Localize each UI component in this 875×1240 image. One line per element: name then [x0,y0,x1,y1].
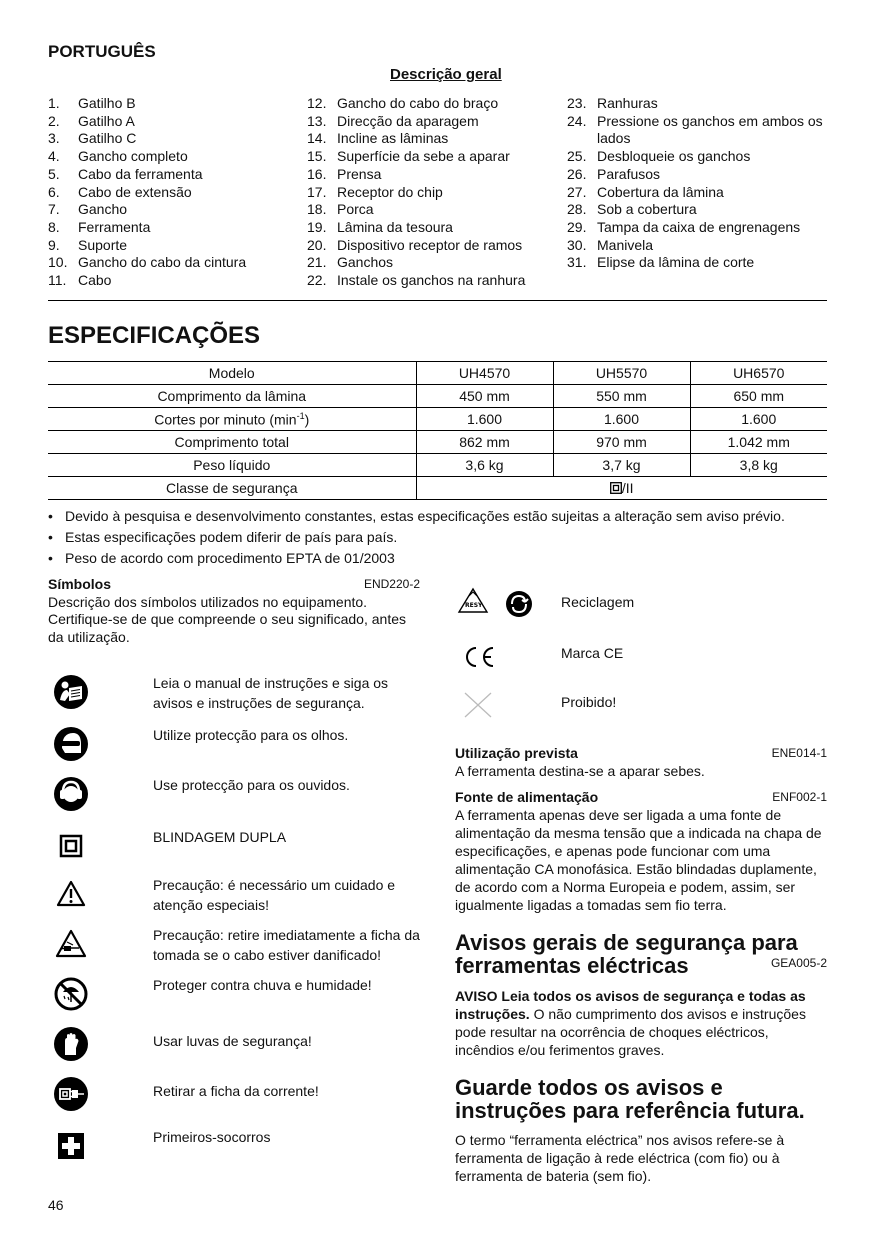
bullet: • [48,550,53,566]
spec-cell-text: 970 mm [596,434,647,450]
specs-table [48,361,827,500]
part-label: Ranhuras [597,95,658,111]
spec-label: Classe de segurança [48,477,416,500]
part-number: 23. [567,95,587,111]
spec-value [416,454,553,477]
part-label: Porca [337,201,374,218]
power-code: ENF002-1 [772,790,827,804]
part-item [307,148,562,166]
spec-row [48,385,827,408]
symbol-text-prohibited: Proibido! [561,694,617,710]
spec-value [553,408,690,431]
symbol-text-unplug: Retirar a ficha da corrente! [153,1083,319,1099]
spec-cell-text: 3,8 kg [739,457,778,473]
part-label: Cabo de extensão [78,183,192,200]
part-number: 24. [567,112,587,129]
spec-cell-text: 3,7 kg [602,457,641,473]
general-warnings-body [455,987,827,1059]
spec-cell-text: 1.600 [603,411,640,427]
symbol-text-ce: Marca CE [561,645,624,661]
part-label: Direcção da aparagem [337,112,479,129]
part-label: Elipse da lâmina de corte [597,254,755,271]
part-item [567,113,829,148]
spec-row [48,408,827,431]
part-number: 21. [307,254,327,271]
spec-value [690,454,827,477]
section-divider [48,300,827,301]
part-number: 1. [48,95,60,111]
bullet: • [48,508,53,524]
power-text: A ferramenta apenas deve ser ligada a uma fonte de alimentação da mesma tensão que a indicada na chapa de especificações, e apenas pode funcionar com uma alimentação CA monofásica. Estão blindadas duplamente, de acordo com a Norma Europeia e podem, assim, ser igualmente ligadas a tomadas sem fio terra. [455,807,822,913]
part-item [307,113,562,131]
spec-value [416,477,827,500]
keep-instructions-title: Guarde todos os avisos e instruções para referência futura. [455,1075,805,1123]
part-label: Cobertura da lâmina [597,183,724,200]
part-item [48,148,298,166]
symbol-text-eye-protection: Utilize protecção para os olhos. [153,727,349,743]
part-item [48,166,298,184]
spec-cell-text: 1.042 mm [727,434,790,450]
symbols-header [48,576,420,646]
resy-label: RESY [465,602,483,609]
part-item [48,219,298,237]
symbol-text-ear-protection: Use protecção para os ouvidos. [153,777,350,793]
spec-label [48,431,416,454]
spec-value [553,385,690,408]
part-number: 17. [307,183,327,200]
spec-cell-text: 650 mm [733,388,785,404]
part-item [307,201,562,219]
spec-note [48,548,785,569]
bullet: • [48,529,53,545]
part-number: 20. [307,236,327,253]
part-item [567,184,829,202]
intended-use-code: ENE014-1 [771,746,827,760]
spec-value [416,431,553,454]
spec-note-text: Estas especificações podem diferir de país para país. [65,529,398,545]
part-label: Pressione os ganchos em ambos os lados [597,112,823,147]
part-number: 6. [48,183,60,200]
part-label: Tampa da caixa de engrenagens [597,218,801,235]
part-label: Manivela [597,236,654,253]
intended-use-section [455,744,827,780]
parts-list-col3 [567,95,829,272]
symbol-text-read-manual: Leia o manual de instruções e siga os avisos e instruções de segurança. [153,675,389,711]
keep-instructions-text: O termo “ferramenta eléctrica” nos avisos refere-se à ferramenta de ligação à rede eléctrica (com fio) ou à ferramenta de bateria (sem fio). [455,1132,785,1184]
part-number: 29. [567,218,587,235]
spec-row [48,362,827,385]
spec-cell-text: UH5570 [595,365,648,381]
spec-label [48,408,416,431]
part-number: 22. [307,272,327,289]
spec-value [553,362,690,385]
spec-row [48,431,827,454]
symbol-text-recycling: Reciclagem [561,594,635,610]
spec-value [553,454,690,477]
part-item [307,184,562,202]
gloves-icon [53,1026,89,1062]
part-label: Cabo da ferramenta [78,165,203,182]
spec-cell-text: 450 mm [459,388,510,404]
spec-note-text: Devido à pesquisa e desenvolvimento constantes, estas especificações estão sujeitas a alteração sem aviso prévio. [65,508,785,524]
part-label: Instale os ganchos na ranhura [337,272,526,289]
spec-value [416,362,553,385]
part-label: Ferramenta [78,218,151,235]
spec-value [553,431,690,454]
part-number: 8. [48,218,60,235]
spec-value [690,385,827,408]
intended-use-title: Utilização prevista [455,745,578,761]
part-label: Cabo [78,272,112,289]
power-title: Fonte de alimentação [455,789,599,805]
part-item [567,95,829,113]
part-label: Incline as lâminas [337,130,449,147]
symbol-text-gloves: Usar luvas de segurança! [153,1033,312,1049]
spec-note [48,506,785,527]
part-item [48,254,298,272]
part-number: 15. [307,148,327,165]
part-number: 13. [307,112,327,129]
spec-cell-text: 1.600 [741,411,777,427]
part-label: Dispositivo receptor de ramos [337,236,523,253]
cuts-exponent: -1 [296,410,305,421]
part-item [307,272,562,290]
parts-list-col1 [48,95,298,290]
first-aid-icon [53,1128,89,1164]
intended-use-text: A ferramenta destina-se a aparar sebes. [455,763,705,779]
part-label: Gancho do cabo da cintura [78,254,247,271]
double-insulation-icon [610,482,622,494]
part-item [567,148,829,166]
part-item [567,201,829,219]
specs-notes [48,506,785,569]
spec-cell-text: Cortes por minuto (min [154,411,297,428]
part-number: 28. [567,201,587,218]
part-number: 4. [48,148,60,165]
specs-title: ESPECIFICAÇÕES [48,322,261,349]
part-number: 11. [48,272,67,289]
eye-protection-icon [53,726,89,762]
spec-label [48,454,416,477]
symbols-title: Símbolos [48,576,112,592]
symbol-text-rain: Proteger contra chuva e humidade! [153,977,372,993]
spec-row [48,454,827,477]
part-item [48,184,298,202]
part-number: 31. [567,254,587,271]
part-item [48,113,298,131]
read-manual-icon [53,674,89,710]
part-label: Gancho completo [78,148,188,165]
spec-label [48,362,416,385]
power-section [455,788,827,914]
damaged-cord-warning-icon [53,926,89,962]
spec-cell-text: Comprimento total [174,434,289,450]
part-number: 9. [48,236,60,253]
spec-cell-text: Peso líquido [193,457,271,473]
part-item [567,254,829,272]
spec-label [48,385,416,408]
part-number: 30. [567,236,587,253]
spec-value [690,408,827,431]
part-item [307,237,562,255]
part-number: 27. [567,183,587,200]
part-number: 7. [48,201,60,218]
part-label: Parafusos [597,165,661,182]
part-item [567,219,829,237]
part-item [307,95,562,113]
part-number: 5. [48,165,60,182]
part-item [48,201,298,219]
part-label: Superfície da sebe a aparar [337,148,510,165]
general-warnings-title: Avisos gerais de segurança para ferramentas eléctricas [455,930,798,978]
part-item [48,272,298,290]
part-label: Gancho do cabo do braço [337,95,499,111]
part-number: 14. [307,130,327,147]
part-label: Gatilho B [78,95,136,111]
spec-value [690,431,827,454]
symbol-text-unplug-damaged: Precaução: retire imediatamente a ficha da tomada se o cabo estiver danificado! [153,927,420,963]
parts-list-col2 [307,95,562,290]
spec-cell-text: Comprimento da lâmina [157,388,307,404]
part-label: Sob a cobertura [597,201,697,218]
part-number: 25. [567,148,587,165]
general-warnings-heading [455,931,827,977]
recycling-icon [455,584,539,622]
symbols-intro: Descrição dos símbolos utilizados no equipamento. Certifique-se de que compreende o seu significado, antes da utilização. [48,593,406,645]
part-label: Suporte [78,236,128,253]
spec-value [690,362,827,385]
symbols-code: END220-2 [363,577,420,591]
part-item [307,166,562,184]
part-item [48,237,298,255]
general-warnings-text: O não cumprimento dos avisos e instruções pode resultar na ocorrência de choques eléctricos, incêndios e/ou ferimentos graves. [455,1006,806,1058]
general-warnings-code: GEA005-2 [770,956,827,970]
part-number: 2. [48,112,60,129]
part-label: Desbloqueie os ganchos [597,148,751,165]
spec-cell-text: Modelo [208,365,255,381]
spec-row-safety [48,477,827,500]
symbol-text-caution: Precaução: é necessário um cuidado e atenção especiais! [153,877,396,913]
spec-cell-text: 550 mm [596,388,647,404]
spec-cell-text: 862 mm [459,434,510,450]
part-item [307,254,562,272]
part-item [567,237,829,255]
ce-mark-icon [459,644,499,670]
general-warnings-bold: AVISO Leia todos os avisos de segurança e todas as instruções. [455,988,806,1022]
double-insulation-icon [53,828,89,864]
language-heading: PORTUGUÊS [48,42,156,61]
part-label: Receptor do chip [337,183,443,200]
spec-cell-text: UH4570 [458,365,511,381]
spec-cell-text: 1.600 [466,411,503,427]
part-number: 10. [48,254,68,271]
prohibited-icon [459,689,499,721]
warning-triangle-icon [53,876,89,912]
symbol-text-first-aid: Primeiros-socorros [153,1129,271,1145]
part-item [307,130,562,148]
description-title: Descrição geral [390,66,502,83]
part-label: Prensa [337,165,382,182]
part-label: Gatilho C [78,130,137,147]
spec-note [48,527,785,548]
unplug-icon [53,1076,89,1112]
no-rain-icon [53,976,89,1012]
spec-value [416,385,553,408]
spec-value [416,408,553,431]
ear-protection-icon [53,776,89,812]
part-number: 3. [48,130,60,147]
cuts-close-paren: ) [304,411,310,428]
part-number: 19. [307,218,327,235]
part-number: 26. [567,165,587,182]
part-label: Ganchos [337,254,394,271]
part-number: 16. [307,165,327,182]
part-item [48,95,298,113]
part-item [307,219,562,237]
page-number: 46 [48,1197,64,1213]
safety-class-value: /II [621,480,634,496]
spec-cell-text: 3,6 kg [465,457,504,473]
part-label: Gancho [78,201,128,218]
spec-note-text: Peso de acordo com procedimento EPTA de 01/2003 [65,550,395,566]
part-item [48,130,298,148]
symbol-text-double-insulation: BLINDAGEM DUPLA [153,829,287,845]
part-number: 18. [307,201,327,218]
part-label: Gatilho A [78,112,135,129]
spec-cell-text: UH6570 [733,365,785,381]
part-number: 12. [307,95,327,111]
part-label: Lâmina da tesoura [337,218,453,235]
part-item [567,166,829,184]
